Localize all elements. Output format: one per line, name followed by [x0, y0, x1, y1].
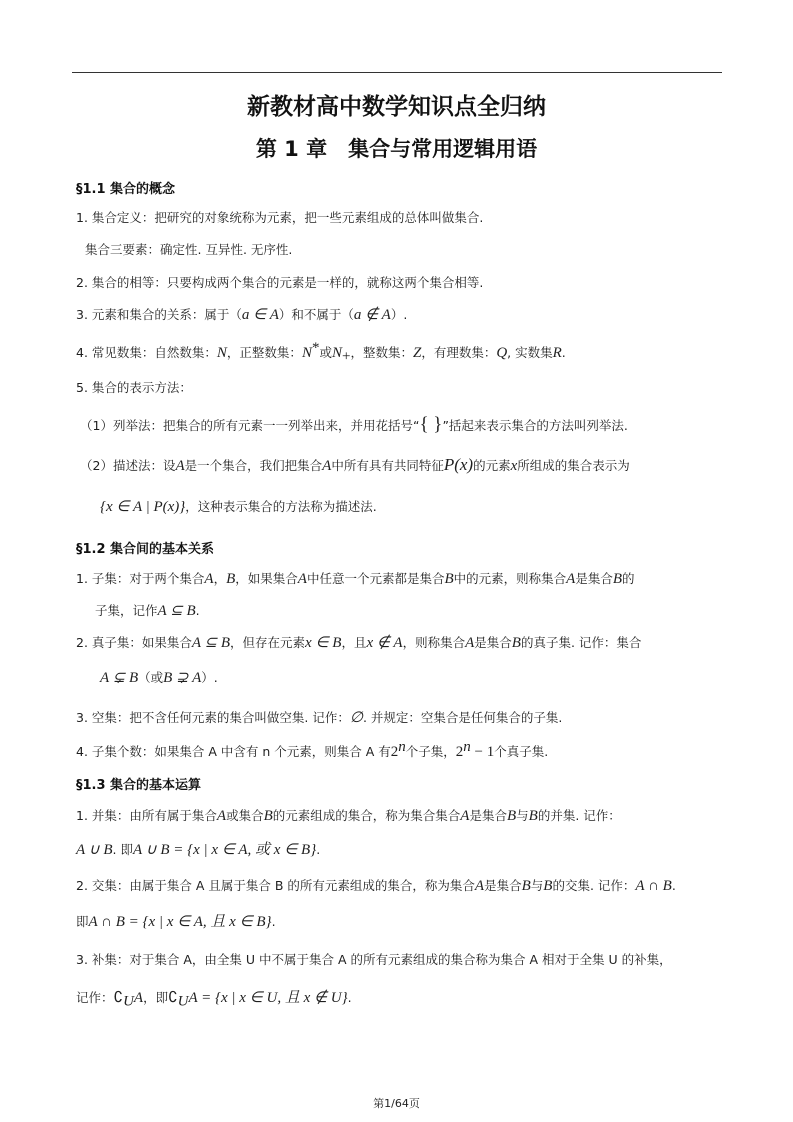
math-A: A [322, 458, 332, 474]
complement-formula-line [76, 986, 352, 1011]
math-belongs: a ∈ A [241, 307, 279, 323]
math-B: B [444, 571, 454, 587]
text: （或 [138, 670, 164, 685]
text: 3. 空集：把不含任何元素的集合叫做空集. 记作： [76, 710, 350, 725]
text: ，有理数集： [421, 345, 497, 361]
superscript: n [463, 739, 471, 755]
text: 的 [622, 571, 635, 586]
math-N-star: N [301, 345, 312, 362]
text: 是一个集合，我们把集合 [184, 458, 323, 473]
subscript: U [123, 993, 134, 1010]
text: ，则称集合 [402, 635, 466, 650]
text: 或 [319, 345, 332, 361]
description-line [80, 455, 630, 475]
text: 的元素组成的集合，称为集合集合 [272, 808, 461, 823]
text: . [671, 878, 676, 893]
math-B: B [543, 878, 553, 894]
text: . [195, 603, 200, 618]
subset-notation-line [95, 601, 200, 620]
text: . [316, 842, 321, 857]
math-two: 2 [455, 744, 464, 761]
main-title: 新教材高中数学知识点全归纳 [247, 94, 546, 120]
text: 的元素 [473, 458, 511, 473]
text: 1. 并集：由所有属于集合 [76, 808, 217, 823]
text: 2. 真子集：如果集合 [76, 635, 192, 650]
section-heading-1-2: §1.2 集合间的基本关系 [76, 542, 215, 557]
math-Q: Q [496, 345, 508, 362]
math-A: A [465, 635, 475, 651]
math-B: B [506, 808, 517, 824]
text: 或集合 [226, 808, 264, 823]
text: （2）描述法：设 [80, 458, 176, 473]
complement-line: 3. 补集：对于集合 A，由全集 U 中不属于集合 A 的所有元素组成的集合称为集合 A 相对于全集 U 的补集， [76, 952, 672, 967]
representation-heading: 5. 集合的表示方法： [76, 380, 192, 395]
math-two: 2 [390, 744, 399, 761]
text: 与 [530, 878, 544, 893]
description-formula-line [100, 497, 377, 516]
math-B: B [263, 808, 273, 824]
text: 个子集， [405, 744, 456, 760]
superscript: n [398, 739, 406, 755]
subset-count-line [76, 739, 548, 761]
text: 与 [516, 808, 529, 823]
math-B: B [226, 571, 236, 587]
section-heading-1-1: §1.1 集合的概念 [76, 182, 176, 197]
math-A: A [175, 458, 185, 474]
math-N: N [216, 345, 227, 362]
text: 的交集. 记作： [552, 878, 636, 893]
math-union: A ∪ B [76, 842, 113, 858]
text: 是集合 [474, 635, 512, 650]
definition-line: 1. 集合定义：把研究的对象统称为元素，把一些元素组成的总体叫做集合. [76, 210, 484, 225]
math-intersection: A ∩ B [635, 878, 672, 894]
text: 中所有具有共同特征 [331, 458, 444, 473]
math-A: A [216, 808, 227, 824]
text: 的并集. 记作： [537, 808, 621, 823]
math-A: A [204, 571, 214, 587]
intersection-line [76, 876, 676, 895]
text: 4. 子集个数：如果集合 A 中含有 n 个元素，则集合 A 有 [76, 744, 391, 760]
text: . [271, 914, 276, 929]
membership-line [76, 305, 407, 324]
text: 是集合 [469, 808, 507, 823]
subscript: + [341, 348, 351, 365]
math-A: A [133, 990, 144, 1006]
math-set-builder: {x ∈ A | P(x)} [100, 499, 186, 515]
math-empty-set: ∅ [349, 710, 363, 726]
text: ， [213, 571, 227, 586]
math-A: A [474, 878, 485, 894]
complement-symbol: ∁ [168, 990, 178, 1006]
enumeration-line [80, 414, 628, 436]
text: ”括起来表示集合的方法叫列举法. [442, 418, 628, 433]
math-B: B [511, 635, 521, 651]
math-R: R [552, 345, 562, 362]
math-x: x [510, 458, 518, 474]
page-number: 第1/64页 [373, 1097, 420, 1110]
math-union-def: A ∪ B = {x | x ∈ A, 或 x ∈ B} [133, 842, 317, 858]
text: ）. [390, 307, 408, 322]
text: . [561, 345, 566, 361]
text: . 并规定：空集合是任何集合的子集. [362, 710, 563, 725]
header-rule [72, 72, 722, 73]
empty-set-line [76, 708, 562, 727]
text: ，且 [341, 635, 367, 650]
text: ，这种表示集合的方法称为描述法. [185, 499, 377, 514]
superscript: * [311, 340, 320, 356]
math-subset: A ⊆ B [191, 635, 231, 651]
text: ）和不属于（ [278, 307, 354, 322]
text: 4. 常见数集：自然数集： [76, 345, 217, 361]
number-sets-line [76, 340, 566, 366]
math-B: B [612, 571, 623, 587]
text: 是集合 [484, 878, 522, 893]
math-A: A [566, 571, 576, 587]
complement-symbol: ∁ [113, 990, 124, 1006]
proper-subset-notation-line [100, 668, 218, 687]
math-B: B [521, 878, 531, 894]
text: 是集合 [575, 571, 613, 586]
math-subset: A ⊆ B [157, 603, 196, 619]
math-Z: Z [412, 345, 422, 362]
proper-subset-line [76, 633, 641, 652]
math-complement-def: A = {x | x ∈ U, 且 x ∉ U} [188, 990, 348, 1006]
text: 子集，记作 [95, 603, 158, 618]
union-formula-line [76, 838, 320, 859]
math-minus-one: − 1 [470, 744, 495, 761]
math-Px: P(x) [443, 455, 474, 474]
three-elements-line: 集合三要素：确定性. 互异性. 无序性. [85, 242, 293, 257]
math-x-in-B: x ∈ B [305, 635, 342, 651]
text: , 实数集 [507, 345, 553, 361]
math-proper-subset: A ⊊ B [100, 670, 139, 686]
math-proper-superset: B ⊋ A [163, 670, 202, 686]
chapter-title: 第 1 章 集合与常用逻辑用语 [255, 137, 538, 161]
math-N-plus: N [331, 345, 342, 362]
subscript: U [177, 993, 189, 1010]
math-braces: { } [419, 414, 443, 435]
text: 中的元素，则称集合 [453, 571, 567, 586]
math-A: A [460, 808, 470, 824]
text: ，正整数集： [226, 345, 302, 361]
text: 所组成的集合表示为 [517, 458, 630, 473]
math-not-belongs: a ∉ A [353, 307, 391, 323]
text: ，即 [143, 990, 169, 1005]
subset-line [76, 569, 635, 588]
text: ）. [201, 670, 218, 685]
text: ，但存在元素 [230, 635, 306, 650]
text: ，如果集合 [235, 571, 298, 586]
text: . 即 [112, 842, 133, 857]
text: . [347, 990, 352, 1005]
text: ，整数集： [350, 345, 413, 361]
math-A: A [297, 571, 307, 587]
text: 2. 交集：由属于集合 A 且属于集合 B 的所有元素组成的集合，称为集合 [76, 878, 475, 893]
intersection-formula-line [76, 910, 276, 931]
math-x-not-in-A: x ∉ A [366, 635, 403, 651]
union-line [76, 806, 621, 825]
math-intersection-def: A ∩ B = {x | x ∈ A, 且 x ∈ B} [88, 914, 272, 930]
text: （1）列举法：把集合的所有元素一一列举出来，并用花括号“ [80, 418, 420, 433]
section-heading-1-3: §1.3 集合的基本运算 [76, 778, 202, 793]
set-equality-line: 2. 集合的相等：只要构成两个集合的元素是一样的，就称这两个集合相等. [76, 275, 484, 290]
text: 的真子集. 记作：集合 [520, 635, 642, 650]
text: 个真子集. [494, 744, 549, 760]
text: 中任意一个元素都是集合 [306, 571, 445, 586]
math-B: B [528, 808, 538, 824]
text: 记作： [76, 990, 114, 1005]
text: 即 [76, 914, 89, 929]
text: 1. 子集：对于两个集合 [76, 571, 205, 586]
text: 3. 元素和集合的关系：属于（ [76, 307, 242, 322]
